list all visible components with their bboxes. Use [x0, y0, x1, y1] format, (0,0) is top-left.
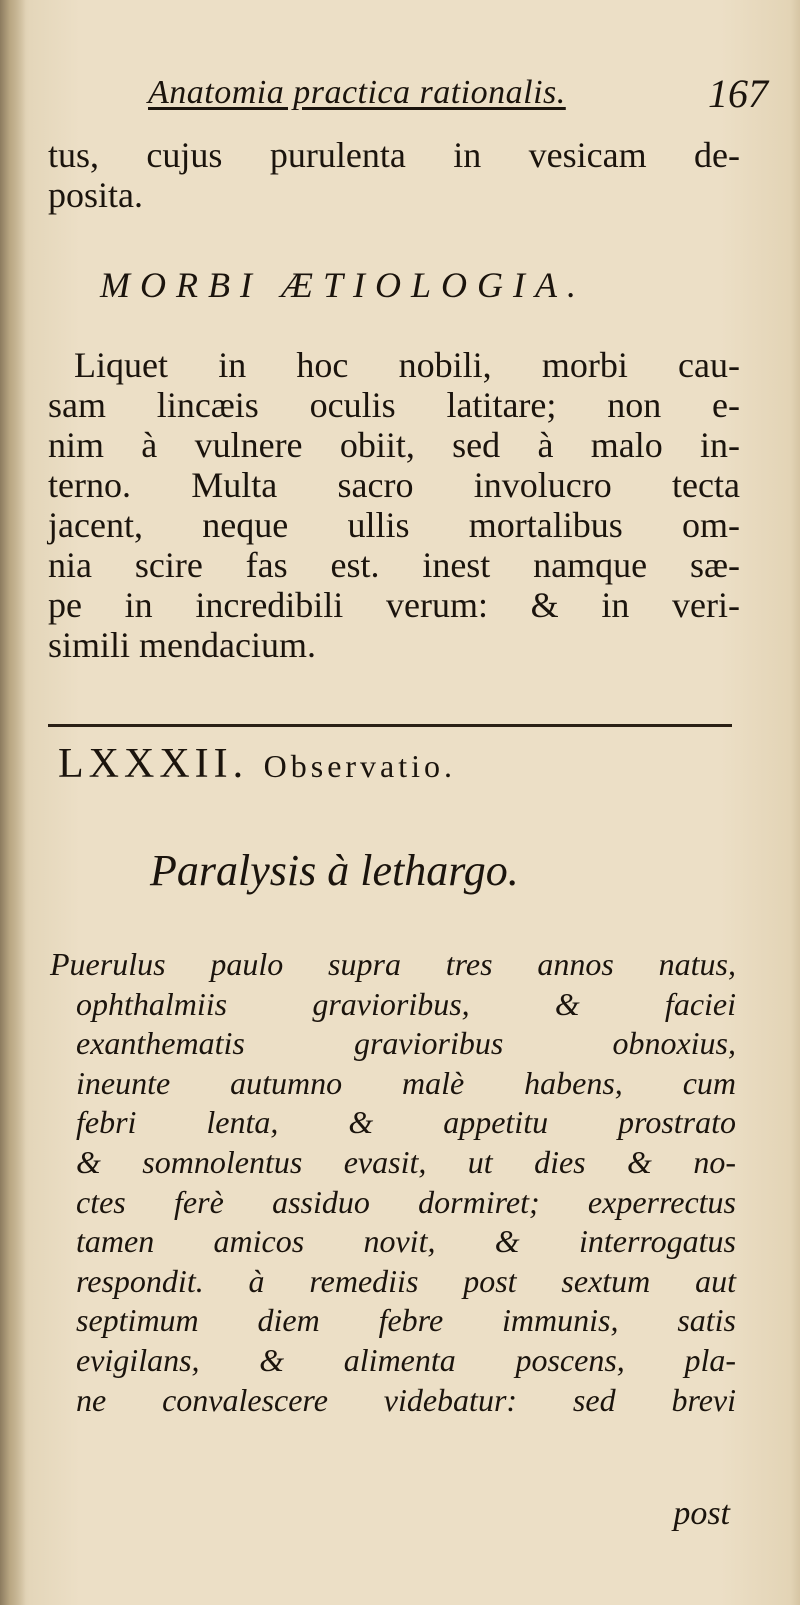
text-line: & somnolentus evasit, ut dies & no- [76, 1143, 736, 1180]
text-line: febri lenta, & appetitu prostrato [76, 1104, 736, 1141]
text-line: ctes ferè assiduo dormiret; experrectus [76, 1183, 736, 1220]
text-line: respondit. à remediis post sextum aut [76, 1262, 736, 1299]
text-line: tamen amicos novit, & interrogatus [76, 1223, 736, 1260]
text-line: posita. [48, 175, 143, 215]
aetiology-paragraph [48, 345, 740, 665]
text-line: simili mendacium. [48, 625, 316, 665]
running-head [148, 66, 768, 116]
observation-subtitle: Paralysis à lethargo. [150, 846, 519, 895]
observation-label: Observatio. [263, 748, 457, 784]
text-line: pe in incredibili verum: & in veri- [48, 585, 740, 625]
text-line: ne convalescere videbatur: sed brevi [76, 1381, 736, 1418]
text-line: septimum diem febre immunis, satis [76, 1302, 736, 1339]
text-line: nia scire fas est. inest namque sæ- [48, 545, 740, 585]
observation-heading [58, 740, 456, 788]
catchword: post [673, 1495, 730, 1532]
text-line: sam lincæis oculis latitare; non e- [48, 385, 740, 425]
text-line: evigilans, & alimenta poscens, pla- [76, 1341, 736, 1378]
section-heading: MORBI ÆTIOLOGIA. [100, 265, 586, 305]
text-line: Puerulus paulo supra tres annos natus, [50, 946, 736, 982]
case-paragraph [50, 945, 736, 1420]
running-title: Anatomia practica rationalis. [148, 74, 566, 111]
observation-number: LXXXII. [58, 741, 249, 787]
text-line: ineunte autumno malè habens, cum [76, 1064, 736, 1101]
text-line: exanthematis gravioribus obnoxius, [76, 1025, 736, 1062]
text-line: nim à vulnere obiit, sed à malo in- [48, 425, 740, 465]
text-line: Liquet in hoc nobili, morbi cau- [74, 345, 740, 385]
page-number: 167 [708, 71, 768, 116]
gutter-shadow [0, 0, 26, 1605]
text-line: tus, cujus purulenta in vesicam de- [48, 135, 740, 175]
text-line: terno. Multa sacro involucro tecta [48, 465, 740, 505]
text-line: jacent, neque ullis mortalibus om- [48, 505, 740, 545]
horizontal-rule [48, 724, 732, 727]
text-line: ophthalmiis gravioribus, & faciei [76, 985, 736, 1022]
continuation-paragraph [48, 135, 740, 215]
